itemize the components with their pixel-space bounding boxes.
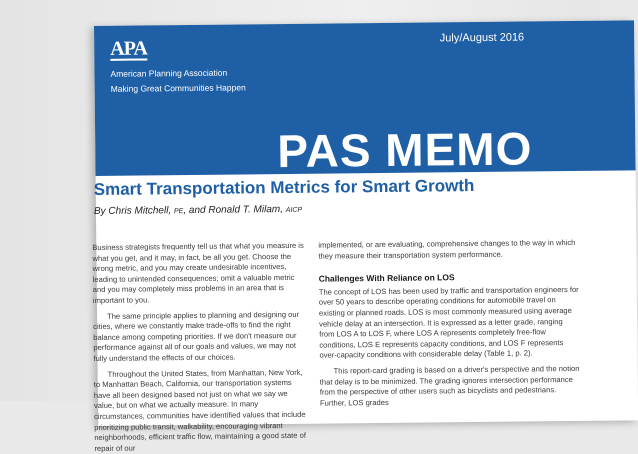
paragraph: The concept of LOS has been used by traffic and transportation engineers for over 50 years to describe operating conditions for automobile travel on existing or planned roads. LOS is most commonly measured using average vehicle delay at an intersection. It is expressed as a letter grade, ranging from LOS A to LOS F, where LOS A represents completely free-flow conditions, LOS E represents capacity conditions, and LOS F represents over-capacity conditions with considerable delay (Table 1, p. 2). xyxy=(318,284,579,361)
section-heading: Challenges With Reliance on LOS xyxy=(318,272,455,284)
byline xyxy=(94,204,302,217)
author1-credential: PE xyxy=(173,208,184,216)
byline-prefix: By Chris Mitchell, xyxy=(93,205,175,218)
paragraph: The same principle applies to planning and designing our cities, where we constantly make trade-offs to find the right balance among competing priorities. If we don't measure our performance against all of our goals and values, we may not fully understand the effects of our choices. xyxy=(93,309,300,363)
paragraph: This report-card grading is based on a driver's perspective and the notion that delay is to be minimized. The grading ignores intersection performance from the perspective of other users such as bicyclists and pedestrians. Further, LOS grades xyxy=(319,363,580,408)
issue-date: July/August 2016 xyxy=(439,31,525,45)
byline-middle: , and Ronald T. Milam, xyxy=(183,204,286,217)
masthead xyxy=(94,20,636,176)
memo-page xyxy=(92,20,638,453)
author2-credential: AICP xyxy=(285,206,303,215)
article-title: Smart Transportation Metrics for Smart Growth xyxy=(93,176,475,200)
left-column xyxy=(92,241,306,454)
paragraph: implemented, or are evaluating, comprehensive changes to the way in which they measure their transportation system performance. xyxy=(318,237,576,261)
paragraph: Throughout the United States, from Manhattan, New York, to Manhattan Beach, California, our transportation systems have all been designed based not just on what we say we value, but on what we actually measure. In many circumstances, communities have identified values that include prioritizing public transit, walkability, encouraging vibrant neighborhoods, efficient traffic flow, maintaining a good state of repair of our xyxy=(93,367,306,453)
organization-name: American Planning Association xyxy=(110,67,228,79)
right-column xyxy=(318,238,580,409)
apa-logo: APA xyxy=(110,37,147,60)
paragraph: Business strategists frequently tell us that what you measure is what you get, and it may, in fact, be all you get. Choose the wrong metric, and you may create undesirable incentives, leading to unintended consequences; omit a valuable metric and you may completely miss problems in an area that is important to you. xyxy=(92,240,304,305)
memo-title: PAS MEMO xyxy=(277,122,533,178)
organization-tagline: Making Great Communities Happen xyxy=(110,82,246,94)
